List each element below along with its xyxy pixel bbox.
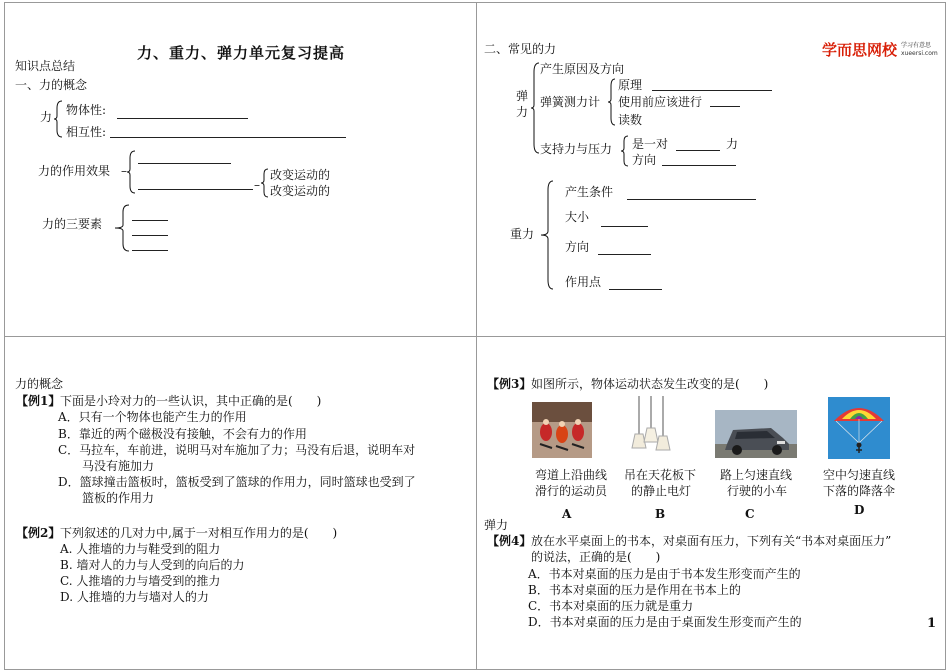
hanging-lamps-image <box>626 396 676 460</box>
choice-b-line1: 吊在天花板下 <box>624 468 697 482</box>
choice-b-letter[interactable]: B <box>655 507 666 521</box>
parachute-image <box>828 397 890 459</box>
spring-principle-blank[interactable] <box>652 90 772 91</box>
ex1-option-a[interactable]: A．只有一个物体也能产生力的作用 <box>58 410 247 424</box>
ex2-question: 下列叙述的几对力中,属于一对相互作用力的是( ) <box>60 526 338 540</box>
elements-blank-3[interactable] <box>132 250 168 251</box>
ex1-option-d-cont: 篮板的作用力 <box>82 491 155 505</box>
effect-item-1: 改变运动的 <box>270 168 331 182</box>
spring-item-principle: 原理 <box>618 78 643 92</box>
elements-brace <box>114 204 130 252</box>
force-brace <box>53 100 63 138</box>
support-pair-prefix: 是一对 <box>632 137 669 151</box>
choice-a-line2: 滑行的运动员 <box>535 484 608 498</box>
skaters-image <box>532 402 592 458</box>
gravity-brace <box>540 180 554 290</box>
material-label: 物体性: <box>66 103 107 117</box>
choice-c-line2: 行驶的小车 <box>727 484 788 498</box>
logo-sub-1: 学习有意思 <box>901 42 932 49</box>
heading-force-concept-2: 力的概念 <box>15 377 64 391</box>
logo-sub-2: xueersi.com <box>901 50 938 57</box>
mutual-label: 相互性: <box>66 125 107 139</box>
elastic-brace <box>530 62 540 154</box>
gravity-item-magnitude: 大小 <box>565 210 590 224</box>
support-label: 支持力与压力 <box>540 142 613 156</box>
origin-label: 产生原因及方向 <box>540 62 625 76</box>
choice-c-letter[interactable]: C <box>745 507 755 521</box>
choice-a-line1: 弯道上沿曲线 <box>535 468 608 482</box>
effect-arrow-2: – <box>254 178 260 192</box>
ex1-option-c[interactable]: C．马拉车，车前进，说明马对车施加了力；马没有后退，说明车对 <box>58 443 416 457</box>
ex2-option-d[interactable]: D. 人推墙的力与墙对人的力 <box>60 590 209 604</box>
support-direction-blank[interactable] <box>662 165 736 166</box>
effect-blank-2[interactable] <box>138 189 253 190</box>
choice-b-line2: 的静止电灯 <box>631 484 692 498</box>
effect-item-2: 改变运动的 <box>270 184 331 198</box>
elastic-heading: 弹力 <box>484 518 509 532</box>
support-pair-suffix: 力 <box>726 137 739 151</box>
ex2-option-a[interactable]: A. 人推墙的力与鞋受到的阻力 <box>60 542 221 556</box>
heading-common-forces: 二、常见的力 <box>484 42 557 56</box>
ex4-tag: 【例4】 <box>487 534 532 548</box>
support-pair-blank[interactable] <box>676 150 720 151</box>
ex4-question-2: 的说法，正确的是( ) <box>531 550 661 564</box>
section-label: 知识点总结 <box>15 59 76 73</box>
ex4-option-d[interactable]: D．书本对桌面的压力是由于桌面发生形变而产生的 <box>528 615 802 629</box>
force-label: 力 <box>40 110 53 124</box>
support-brace <box>620 135 629 167</box>
gravity-direction-blank[interactable] <box>598 254 651 255</box>
spring-label: 弹簧测力计 <box>540 95 601 109</box>
ex4-option-a[interactable]: A．书本对桌面的压力是由于书本发生形变而产生的 <box>528 567 801 581</box>
ex1-option-b[interactable]: B．靠近的两个磁极没有接触，不会有力的作用 <box>58 427 307 441</box>
ex1-tag: 【例1】 <box>16 394 61 408</box>
page-title: 力、重力、弹力单元复习提高 <box>137 44 346 62</box>
spring-calibrate-blank[interactable] <box>710 106 740 107</box>
horizontal-divider <box>4 336 945 337</box>
spring-item-reading: 读数 <box>618 113 643 127</box>
choice-d-line1: 空中匀速直线 <box>823 468 896 482</box>
car-image <box>715 410 797 458</box>
ex1-option-c-cont: 马没有施加力 <box>82 459 155 473</box>
ex4-question-1: 放在水平桌面上的书本，对桌面有压力，下列有关“书本对桌面压力” <box>531 534 892 548</box>
ex2-tag: 【例2】 <box>16 526 61 540</box>
ex2-option-b[interactable]: B. 墙对人的力与人受到的向后的力 <box>60 558 245 572</box>
gravity-magnitude-blank[interactable] <box>601 226 648 227</box>
choice-d-letter[interactable]: D <box>854 503 865 517</box>
support-direction-label: 方向 <box>632 153 657 167</box>
elastic-label: 弹力 <box>516 89 529 119</box>
ex4-option-c[interactable]: C．书本对桌面的压力就是重力 <box>528 599 694 613</box>
effect-arrow: – <box>121 164 127 178</box>
gravity-label: 重力 <box>510 227 535 241</box>
logo-text: 学而思网校 <box>822 41 898 59</box>
ex3-tag: 【例3】 <box>487 377 532 391</box>
gravity-item-direction: 方向 <box>565 240 590 254</box>
heading-force-concept: 一、力的概念 <box>15 78 88 92</box>
ex4-option-b[interactable]: B．书本对桌面的压力是作用在书本上的 <box>528 583 741 597</box>
gravity-item-condition: 产生条件 <box>565 185 614 199</box>
spring-item-calibrate: 使用前应该进行 <box>618 95 703 109</box>
ex1-question: 下面是小玲对力的一些认识，其中正确的是( ) <box>60 394 322 408</box>
elements-label: 力的三要素 <box>42 217 103 231</box>
gravity-point-blank[interactable] <box>609 289 662 290</box>
choice-a-letter[interactable]: A <box>562 507 572 521</box>
choice-c-line1: 路上匀速直线 <box>720 468 793 482</box>
ex3-question: 如图所示，物体运动状态发生改变的是( ) <box>531 377 769 391</box>
gravity-condition-blank[interactable] <box>627 199 756 200</box>
effect-sub-brace <box>260 168 269 198</box>
material-blank[interactable] <box>117 118 248 119</box>
effect-brace <box>126 150 136 194</box>
page-number: 1 <box>927 616 937 631</box>
elements-blank-2[interactable] <box>132 235 168 236</box>
mutual-blank[interactable] <box>110 137 346 138</box>
gravity-item-point: 作用点 <box>565 275 602 289</box>
choice-d-line2: 下落的降落伞 <box>823 484 896 498</box>
spring-brace <box>607 78 616 126</box>
ex2-option-c[interactable]: C. 人推墙的力与墙受到的推力 <box>60 574 221 588</box>
ex1-option-d[interactable]: D．篮球撞击篮板时，篮板受到了篮球的作用力，同时篮球也受到了 <box>58 475 416 489</box>
elements-blank-1[interactable] <box>132 220 168 221</box>
effect-blank-1[interactable] <box>138 163 231 164</box>
effect-label: 力的作用效果 <box>38 164 111 178</box>
